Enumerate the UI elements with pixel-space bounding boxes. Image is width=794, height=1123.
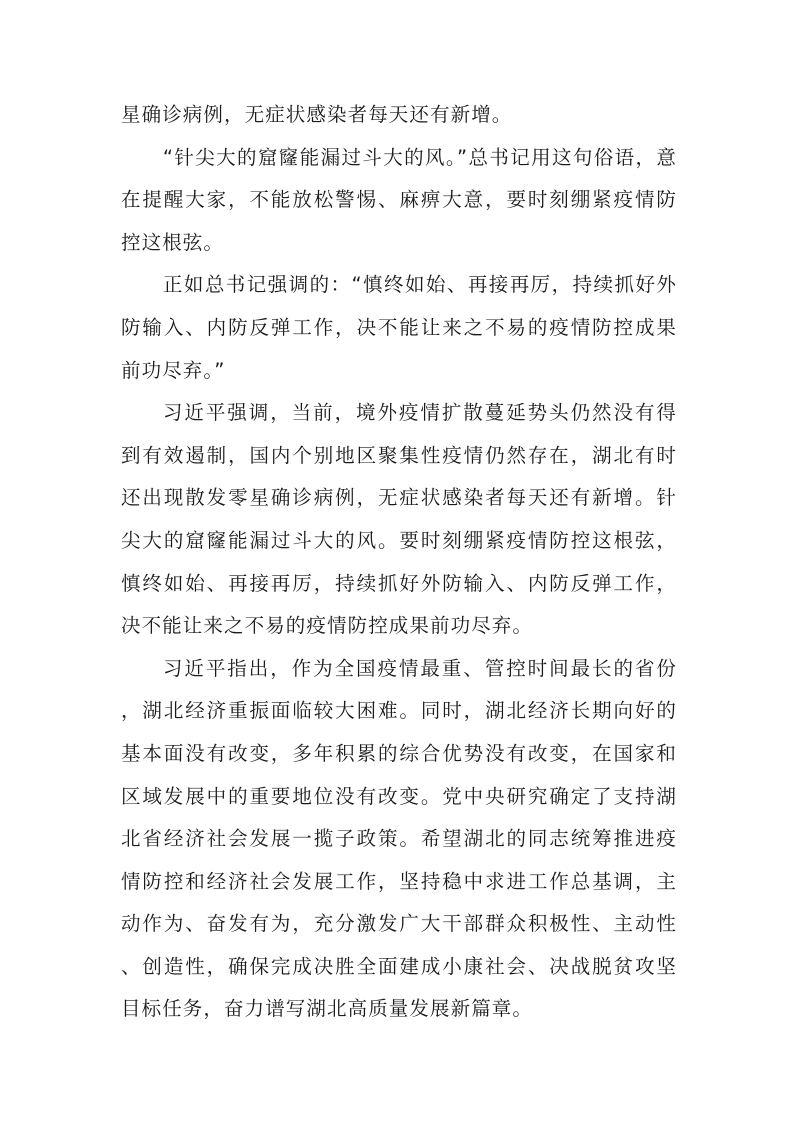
document-body [121, 94, 677, 1031]
paragraph-4: 习近平强调，当前，境外疫情扩散蔓延势头仍然没有得到有效遏制，国内个别地区聚集性疫情仍然存在，湖北有时还出现散发零星确诊病例，无症状感染者每天还有新增。针尖大的窟窿能漏过斗大的风。要时刻绷紧疫情防控这根弦，慎终如始、再接再厉，持续抓好外防输入、内防反弹工作，决不能让来之不易的疫情防控成果前功尽弃。 [121, 401, 677, 638]
paragraph-2: “针尖大的窟窿能漏过斗大的风。”总书记用这句俗语，意在提醒大家，不能放松警惕、麻痹大意，要时刻绷紧疫情防控这根弦。 [121, 145, 677, 254]
paragraph-1: 星确诊病例，无症状感染者每天还有新增。 [121, 103, 513, 126]
paragraph-5: 习近平指出，作为全国疫情最重、管控时间最长的省份，湖北经济重振面临较大困难。同时，湖北经济长期向好的基本面没有改变，多年积累的综合优势没有改变，在国家和区域发展中的重要地位没有改变。党中央研究确定了支持湖北省经济社会发展一揽子政策。希望湖北的同志统筹推进疫情防控和经济社会发展工作，坚持稳中求进工作总基调，主动作为、奋发有为，充分激发广大干部群众积极性、主动性、创造性，确保完成决胜全面建成小康社会、决战脱贫攻坚目标任务，奋力谱写湖北高质量发展新篇章。 [121, 656, 677, 1021]
paragraph-3: 正如总书记强调的：“慎终如始、再接再厉，持续抓好外防输入、内防反弹工作，决不能让来之不易的疫情防控成果前功尽弃。” [121, 273, 677, 382]
